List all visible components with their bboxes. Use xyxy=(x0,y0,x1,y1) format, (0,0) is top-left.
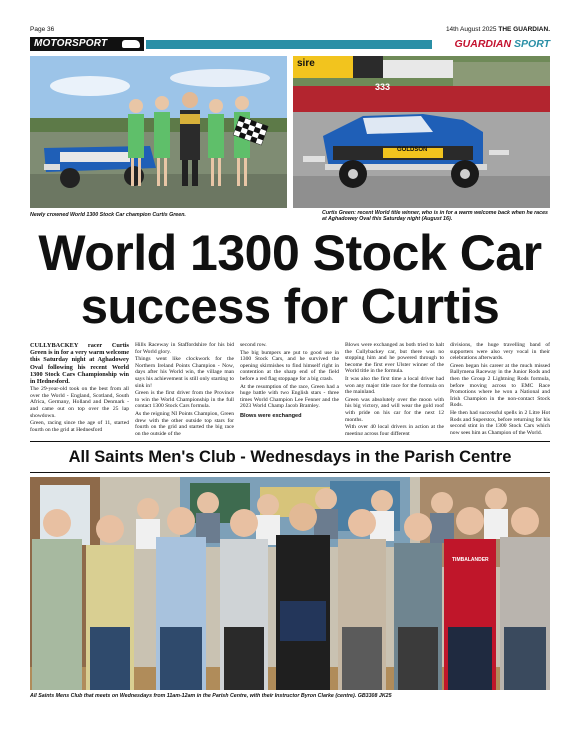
article-paragraph: The big bumpers are put to good use in 1300 Stock Cars, and he survived the opening skirmishes to find himself right in contention at the sharp end of the field before a red flag stoppage for a big crash. xyxy=(240,349,339,382)
club-banner: All Saints Men's Club - Wednesdays in the Parish Centre xyxy=(68,448,512,466)
issue-date: 14th August 2025 THE GUARDIAN. xyxy=(445,26,550,33)
car-icon xyxy=(122,40,140,48)
article-paragraph: At the resumption of the race, Green had a huge battle with two English stars - three times World Champion Lee Fenner and the 2023 World Champ Jacob Bramley. xyxy=(240,383,339,410)
article-paragraph: Green is the first driver from the Province to win the World Championship in the full contact 1300 Stock Cars formula. xyxy=(135,390,234,410)
headline xyxy=(30,226,550,334)
section-bar xyxy=(30,37,550,51)
divider xyxy=(30,472,550,473)
article-paragraph: As the reigning NI Points Champion, Green drew with the other outside top stars for fourth on the grid and started the big race on the outside of the xyxy=(135,410,234,435)
article-subheading: Blows were exchanged xyxy=(240,412,302,419)
article-column-5 xyxy=(450,342,550,435)
article-paragraph: Blows were exchanged as both tried to halt the Cullybackey car, but there was no stopping him and he powered through to become the first ever Ulster winner of the World title in the formula. xyxy=(345,342,444,375)
headline-line-1: World 1300 Stock Car xyxy=(38,225,542,281)
article-column-1 xyxy=(30,342,129,435)
shirt-logo: TIMBALANDER xyxy=(452,557,489,563)
article-paragraph: Green, racing since the age of 11, started fourth on the grid at Hednesford xyxy=(30,420,129,433)
paper-name: THE GUARDIAN. xyxy=(498,26,550,33)
article-paragraph: He then had successful spells in 2 Litre Hot Rods and Superstox, before returning for his second stint in the 1300 Stock Cars which now sees him as Champion of the World. xyxy=(450,409,550,435)
article-column-4 xyxy=(345,342,444,435)
article-paragraph: Green was absolutely over the moon with his big victory, and will wear the gold roof with pride on his car for the next 12 months. xyxy=(345,396,444,423)
page-header xyxy=(30,24,550,36)
article-paragraph: With over 40 local drivers in action at the meeting across four different xyxy=(345,424,444,435)
race-car-photo xyxy=(293,56,550,208)
group-caption: All Saints Mens Club that meets on Wednesdays from 11am-12am in the Parish Centre, with their Instructor Byron Clarke (centre). GB3308 JK25 xyxy=(30,693,392,699)
article-lede: CULLYBACKEY racer Curtis Green is in for a very warm welcome this Saturday night at Aghadowey Oval following his recent World 1300 Stock Cars Championship win in Hednesford. xyxy=(30,342,129,386)
race-car-caption: Curtis Green: recent World title winner, who is in for a warm welcome back when he races at Aghadowey Oval this Saturday night (August 16). xyxy=(322,210,548,223)
divider xyxy=(30,441,550,442)
article-column-2 xyxy=(135,342,234,435)
article-paragraph: divisions, the huge travelling band of supporters were also very vocal in their celebrations afterwards. xyxy=(450,342,550,362)
article-paragraph: It was also the first time a local driver had won any major title race for the formula on the mainland. xyxy=(345,375,444,396)
podium-caption: Newly crowned World 1300 Stock Car champion Curtis Green. xyxy=(30,212,186,218)
car-number: 333 xyxy=(375,82,391,92)
car-sponsor: GOLDSON xyxy=(397,147,428,153)
guardian-sport-brand: GUARDIAN SPORT xyxy=(454,38,550,50)
article-body xyxy=(30,342,550,435)
article-paragraph: Things went like clockwork for the Northern Ireland Points Champion - Now, days after his World win, the village man says his achievement is still only starting to sink in! xyxy=(135,356,234,389)
article-paragraph: second row. xyxy=(240,342,267,348)
article-paragraph: Hills Raceway in Staffordshire for his bid for World glory. xyxy=(135,342,234,355)
headline-line-2: success for Curtis xyxy=(80,280,500,334)
motorsport-tag: MOTORSPORT xyxy=(30,37,144,51)
article-column-3 xyxy=(240,342,339,435)
podium-photo xyxy=(30,56,287,208)
group-photo xyxy=(30,477,550,690)
page-number: Page 36 xyxy=(30,26,55,33)
article-paragraph: Green began his career at the much missed Ballymena Raceway in the Junior Rods and then the Group 2 Lightning Rods formula, before moving across to EMC Race Promotions where he won a National and Irish Champion in the non-contact Stock Rods. xyxy=(450,362,550,409)
article-paragraph: The 29-year-old took on the best from all over the World - England, Scotland, South Africa, Germany, Holland and Denmark - and came out on top over the 25 lap showdown. xyxy=(30,386,129,419)
section-strip xyxy=(146,40,432,49)
track-sign: sire xyxy=(297,58,315,69)
